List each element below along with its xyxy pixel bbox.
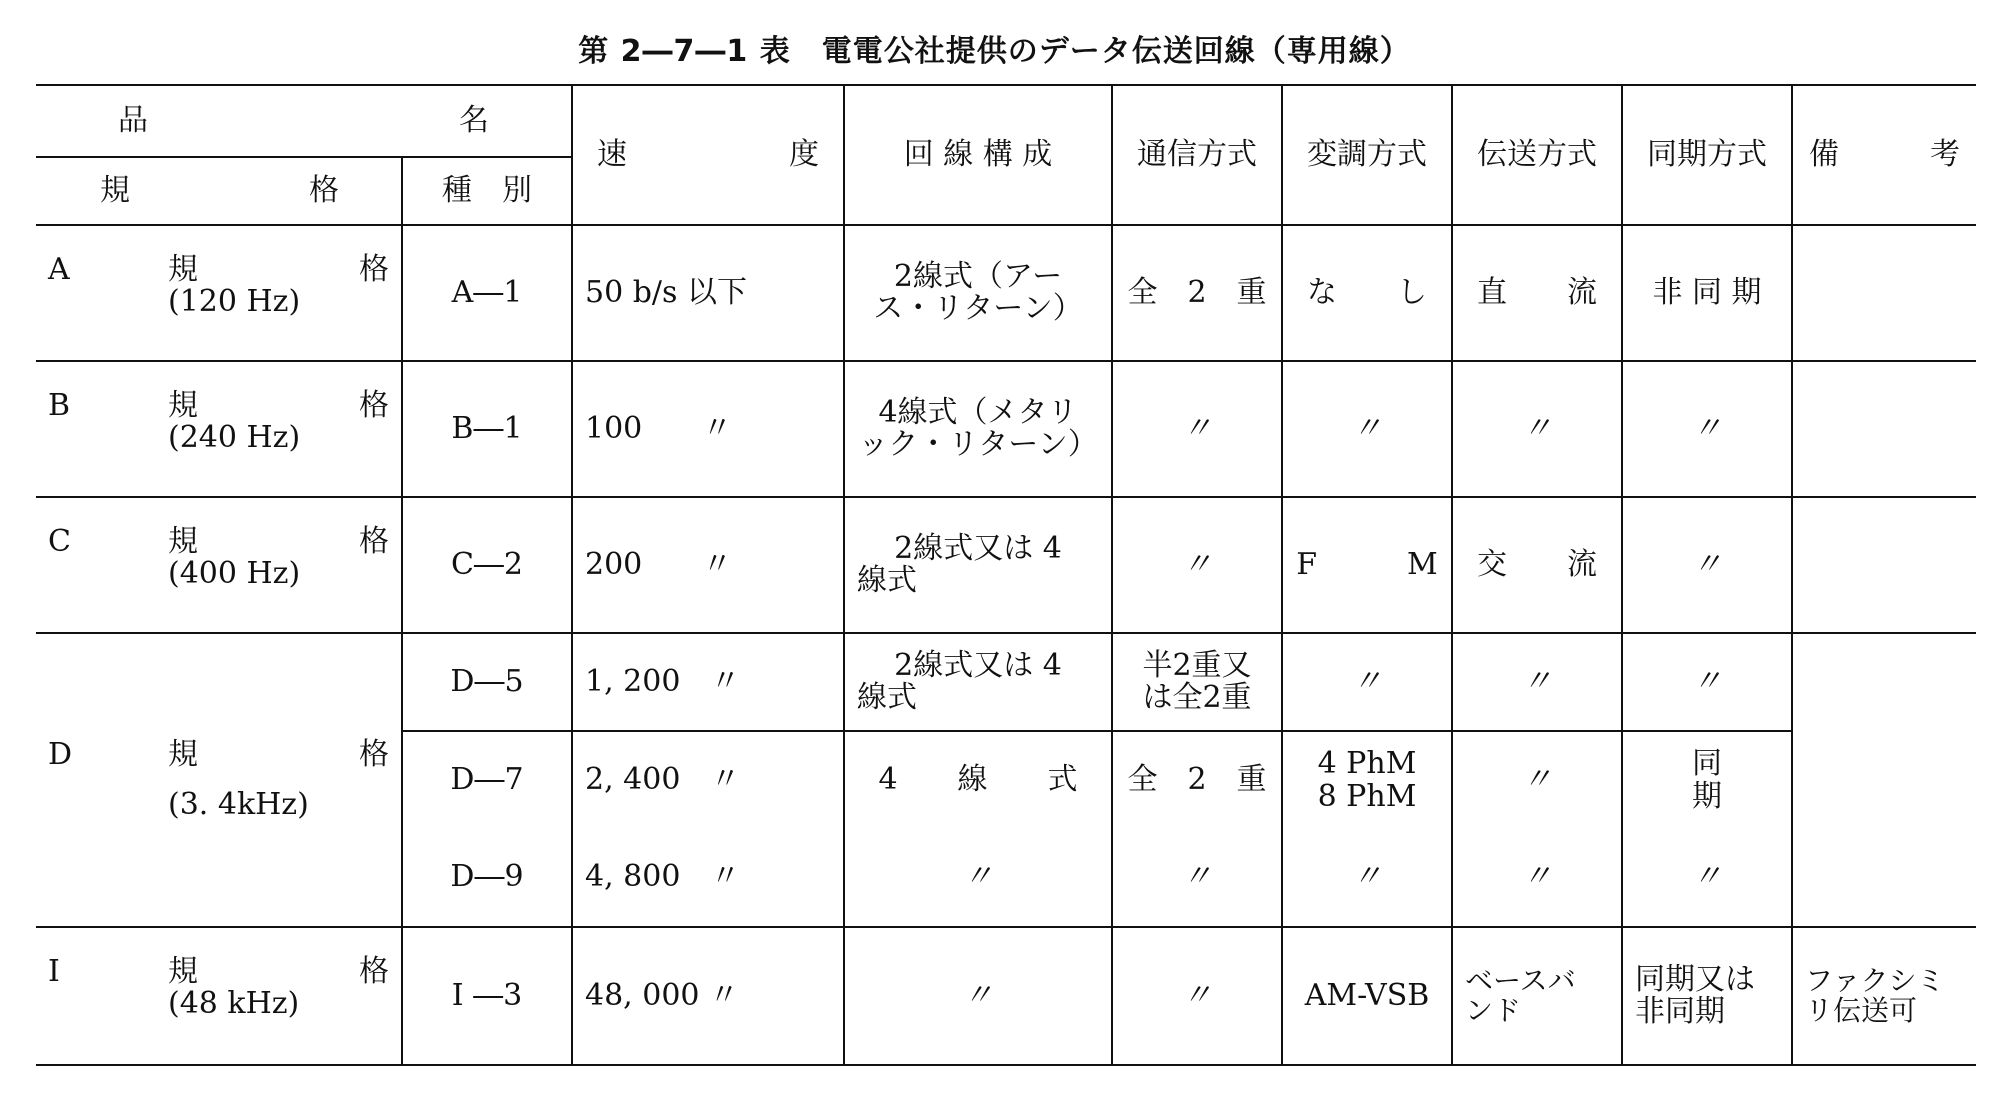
remarks-cell — [1792, 497, 1976, 633]
grade-letter: A — [48, 252, 70, 287]
type-cell: B―1 — [402, 361, 572, 497]
grade-letter: B — [48, 388, 71, 423]
sync-cell: 〃 — [1622, 361, 1792, 497]
header-kikaku-2: 格 — [309, 172, 339, 208]
spec-label-1: 規 — [168, 524, 198, 559]
transmission-cell: 直 流 — [1452, 225, 1622, 361]
grade-cell-a — [36, 225, 402, 361]
transmission-cell: 〃 — [1452, 633, 1622, 731]
speed-cell: 100 〃 — [572, 361, 844, 497]
header-shubetsu: 種 別 — [402, 157, 572, 225]
modulation-cell: 〃 — [1282, 633, 1452, 731]
header-kikaku — [36, 157, 402, 225]
spec-label-1: 規 — [168, 954, 198, 989]
header-speed — [572, 85, 844, 225]
transmission-cell: 〃 — [1452, 361, 1622, 497]
type-cell: D―9 — [402, 829, 572, 927]
table-title: 第 2―7―1 表 電電公社提供のデータ伝送回線（専用線） — [578, 34, 1411, 69]
speed-cell: 2, 400 〃 — [572, 731, 844, 829]
modulation-cell: F M — [1282, 497, 1452, 633]
type-cell: D―7 — [402, 731, 572, 829]
remarks-line-1: ファクシミ — [1805, 963, 1945, 997]
modulation-line-2: 8 PhM — [1317, 778, 1417, 814]
modulation-cell: AM-VSB — [1282, 927, 1452, 1065]
grade-frequency: (400 Hz) — [168, 556, 301, 592]
grade-cell-b — [36, 361, 402, 497]
grade-cell-d — [36, 633, 402, 927]
circuit-cell — [844, 633, 1112, 731]
circuit-line-1: 4線式（メタリ — [878, 394, 1078, 430]
circuit-line-2: ス・リターン） — [873, 291, 1083, 326]
grade-frequency: (240 Hz) — [168, 420, 301, 456]
circuit-line-1: 2線式又は 4 — [894, 530, 1062, 566]
transmission-line-1: ベースバ — [1465, 963, 1576, 997]
sync-cell — [1622, 927, 1792, 1065]
type-cell: A―1 — [402, 225, 572, 361]
header-sync: 同期方式 — [1622, 85, 1792, 225]
header-hinmei — [36, 85, 572, 157]
grade-spec — [168, 956, 389, 1021]
speed-cell: 50 b/s 以下 — [572, 225, 844, 361]
sync-cell: 〃 — [1622, 633, 1792, 731]
remarks-line-2: リ伝送可 — [1805, 994, 1918, 1027]
circuit-cell: 〃 — [844, 927, 1112, 1065]
grade-frequency: (120 Hz) — [168, 284, 301, 320]
speed-cell: 1, 200 〃 — [572, 633, 844, 731]
comm-cell: 〃 — [1112, 829, 1282, 927]
speed-cell: 200 〃 — [572, 497, 844, 633]
table-row-a — [36, 225, 1976, 361]
spec-label-2: 格 — [359, 252, 389, 287]
grade-frequency: (48 kHz) — [168, 986, 300, 1022]
speed-cell: 48, 000 〃 — [572, 927, 844, 1065]
remarks-cell — [1792, 225, 1976, 361]
grade-spec — [168, 736, 389, 822]
circuit-line-2: 線式 — [857, 563, 917, 598]
circuit-cell: 4 線 式 — [844, 731, 1112, 829]
modulation-cell: 〃 — [1282, 361, 1452, 497]
grade-letter: D — [48, 736, 73, 772]
data-line-table — [36, 84, 1976, 1066]
speed-cell: 4, 800 〃 — [572, 829, 844, 927]
sync-cell: 〃 — [1622, 829, 1792, 927]
header-hinmei-1: 品 — [118, 102, 148, 138]
spec-label-1: 規 — [168, 736, 198, 772]
comm-cell: 全 2 重 — [1112, 731, 1282, 829]
header-transmission: 伝送方式 — [1452, 85, 1622, 225]
header-remarks — [1792, 85, 1976, 225]
circuit-cell — [844, 225, 1112, 361]
comm-cell: 〃 — [1112, 497, 1282, 633]
header-speed-1: 速 — [597, 136, 627, 172]
header-circuit: 回 線 構 成 — [844, 85, 1112, 225]
spec-label-1: 規 — [168, 252, 198, 287]
modulation-line-1: 4 PhM — [1317, 746, 1417, 782]
type-cell: I ―3 — [402, 927, 572, 1065]
table-row-b — [36, 361, 1976, 497]
header-kikaku-1: 規 — [100, 172, 130, 208]
spec-label-1: 規 — [168, 388, 198, 423]
comm-cell — [1112, 633, 1282, 731]
modulation-cell: な し — [1282, 225, 1452, 361]
grade-frequency: (3. 4kHz) — [168, 787, 309, 822]
circuit-line-2: ック・リターン） — [858, 427, 1098, 462]
remarks-cell — [1792, 927, 1976, 1065]
transmission-cell: 交 流 — [1452, 497, 1622, 633]
circuit-line-2: 線式 — [857, 680, 917, 715]
sync-cell: 非 同 期 — [1622, 225, 1792, 361]
grade-spec — [168, 390, 389, 455]
type-cell: C―2 — [402, 497, 572, 633]
spec-label-2: 格 — [359, 954, 389, 989]
circuit-cell: 〃 — [844, 829, 1112, 927]
transmission-cell: 〃 — [1452, 829, 1622, 927]
transmission-line-2: ンド — [1465, 994, 1522, 1027]
header-speed-2: 度 — [789, 136, 819, 172]
sync-cell: 同 期 — [1622, 731, 1792, 829]
modulation-cell: 〃 — [1282, 829, 1452, 927]
comm-cell: 〃 — [1112, 361, 1282, 497]
table-row-i — [36, 927, 1976, 1065]
type-cell: D―5 — [402, 633, 572, 731]
circuit-cell — [844, 497, 1112, 633]
header-modulation: 変調方式 — [1282, 85, 1452, 225]
sync-cell: 〃 — [1622, 497, 1792, 633]
comm-line-2: は全2重 — [1142, 680, 1252, 715]
spec-label-2: 格 — [359, 524, 389, 559]
header-row-1 — [36, 85, 1976, 157]
grade-cell-c — [36, 497, 402, 633]
table-row-c — [36, 497, 1976, 633]
header-comm: 通信方式 — [1112, 85, 1282, 225]
header-remarks-2: 考 — [1930, 136, 1960, 172]
header-remarks-1: 備 — [1809, 136, 1839, 172]
spec-label-2: 格 — [359, 736, 389, 772]
comm-line-1: 半2重又 — [1142, 647, 1252, 683]
grade-spec — [168, 526, 389, 591]
transmission-cell: 〃 — [1452, 731, 1622, 829]
comm-cell: 全 2 重 — [1112, 225, 1282, 361]
circuit-line-1: 2線式又は 4 — [894, 647, 1062, 683]
sync-line-1: 同期又は — [1635, 961, 1755, 997]
table-row-d5 — [36, 633, 1976, 731]
comm-cell: 〃 — [1112, 927, 1282, 1065]
grade-cell-i — [36, 927, 402, 1065]
remarks-cell — [1792, 633, 1976, 927]
modulation-cell — [1282, 731, 1452, 829]
grade-spec — [168, 254, 389, 319]
grade-letter: C — [48, 524, 71, 559]
transmission-cell — [1452, 927, 1622, 1065]
circuit-line-1: 2線式（アー — [893, 258, 1063, 294]
header-hinmei-2: 名 — [459, 102, 489, 138]
remarks-cell — [1792, 361, 1976, 497]
spec-label-2: 格 — [359, 388, 389, 423]
grade-letter: I — [48, 954, 60, 989]
sync-line-2: 非同期 — [1635, 994, 1725, 1029]
circuit-cell — [844, 361, 1112, 497]
